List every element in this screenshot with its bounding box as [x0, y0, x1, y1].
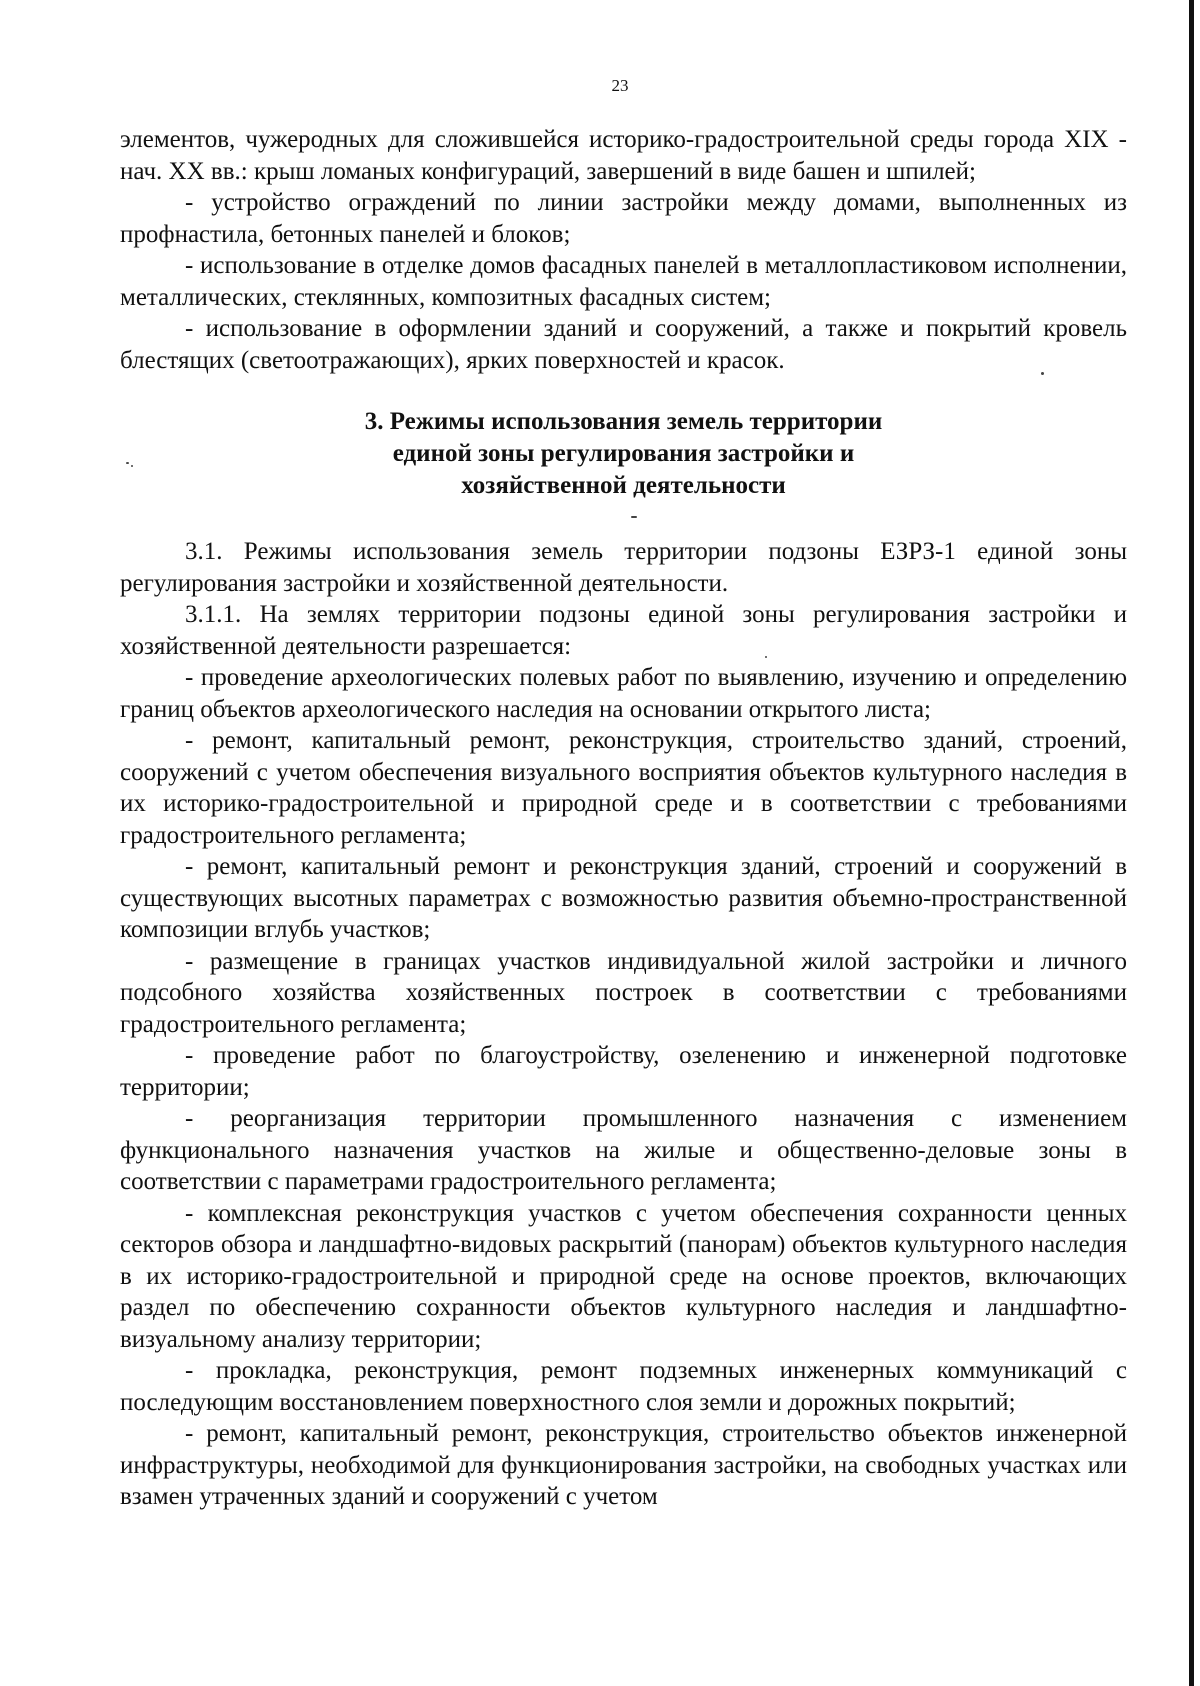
list-item: - прокладка, реконструкция, ремонт подземных инженерных коммуникаций с последующим восстановлением поверхностного слоя земли и дорожных покрытий; [120, 1357, 1127, 1416]
list-item: - ремонт, капитальный ремонт, реконструкция, строительство зданий, строений, сооружений с учетом обеспечения визуального восприятия объектов культурного наследия в их историко-градостроительной и природной среде и в соответствии с требованиями градостроительного регламента; [120, 727, 1127, 849]
list-item: - комплексная реконструкция участков с учетом обеспечения сохранности ценных секторов обзора и ландшафтно-видовых раскрытий (панорам) объектов культурного наследия в их историко-градостроительной и природной среде на основе проектов, включающих раздел по обеспечению сохранности объектов культурного наследия и ландшафтно-визуальному анализу территории; [120, 1199, 1127, 1353]
scan-speck [765, 656, 767, 658]
scan-speck [631, 516, 637, 518]
main-body [120, 536, 1127, 1513]
intro-item: - использование в отделке домов фасадных панелей в металлопластиковом исполнении, металлических, стеклянных, композитных фасадных систем; [120, 252, 1127, 311]
scan-speck [131, 465, 133, 467]
section-heading-line-3: хозяйственной деятельности [461, 472, 786, 499]
paragraph-3-1: 3.1. Режимы использования земель территории подзоны ЕЗРЗ-1 единой зоны регулирования застройки и хозяйственной деятельности. [120, 538, 1127, 597]
scan-edge [1189, 0, 1194, 1686]
intro-continuation: элементов, чужеродных для сложившейся историко-градостроительной среды города XIX - нач. XX вв.: крыш ломаных конфигураций, завершений в виде башен и шпилей; [120, 126, 1127, 185]
list-item: - ремонт, капитальный ремонт и реконструкция зданий, строений и сооружений в существующих высотных параметрах с возможностью развития объемно-пространственной композиции вглубь участков; [120, 853, 1127, 943]
section-heading [120, 406, 1127, 502]
scan-speck [1041, 372, 1044, 375]
page-number: 23 [611, 76, 629, 95]
intro-block [120, 124, 1127, 376]
list-item: - проведение археологических полевых работ по выявлению, изучению и определению границ объектов археологического наследия на основании открытого листа; [120, 664, 1127, 723]
list-item: - размещение в границах участков индивидуальной жилой застройки и личного подсобного хозяйства хозяйственных построек в соответствии с требованиями градостроительного регламента; [120, 947, 1127, 1038]
intro-item: - использование в оформлении зданий и сооружений, а также и покрытий кровель блестящих (светоотражающих), ярких поверхностей и красок. [120, 315, 1127, 374]
paragraph-3-1-1: 3.1.1. На землях территории подзоны единой зоны регулирования застройки и хозяйственной деятельности разрешается: [120, 601, 1127, 660]
section-heading-line-1: 3. Режимы использования земель территории [364, 408, 883, 435]
scan-speck [126, 462, 129, 464]
list-item: - ремонт, капитальный ремонт, реконструкция, строительство объектов инженерной инфраструктуры, необходимой для функционирования застройки, на свободных участках или взамен утраченных зданий и сооружений с учетом [120, 1420, 1127, 1510]
intro-item: - устройство ограждений по линии застройки между домами, выполненных из профнастила, бетонных панелей и блоков; [120, 189, 1127, 248]
section-heading-line-2: единой зоны регулирования застройки и [392, 440, 855, 467]
list-item: - реорганизация территории промышленного назначения с изменением функционального назначения участков на жилые и общественно-деловые зоны в соответствии с параметрами градостроительного регламента; [120, 1105, 1127, 1195]
list-item: - проведение работ по благоустройству, озеленению и инженерной подготовке территории; [120, 1042, 1127, 1101]
